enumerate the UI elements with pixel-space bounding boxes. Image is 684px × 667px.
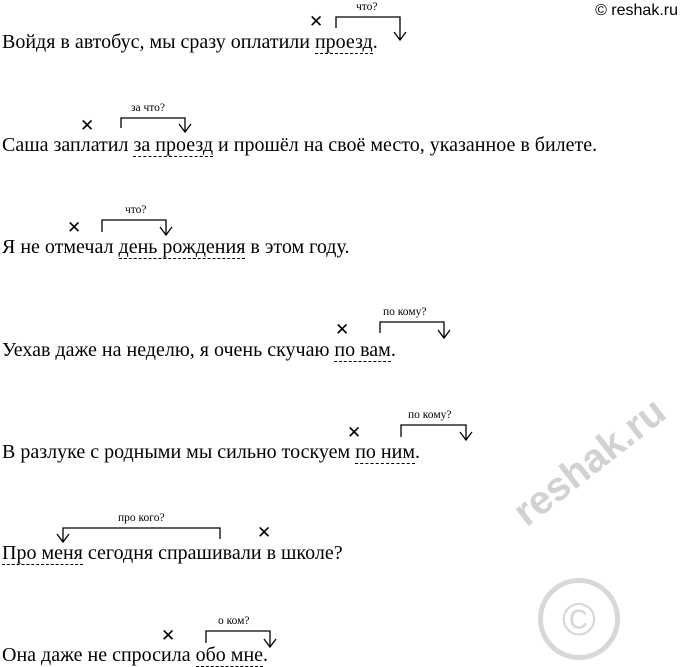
question-6: про кого? [118, 512, 165, 524]
object-6: Про меня [2, 542, 83, 564]
sentence-7: Она даже не спросила обо мне. [2, 644, 269, 666]
sentence-2: Саша заплатил за проезд и прошёл на своё место, указанное в билете. [2, 134, 598, 156]
arrow-4 [380, 322, 450, 338]
sentence-5: В разлуке с родными мы сильно тоскуем по ним. [2, 441, 420, 463]
watermark-text: reshak.ru [505, 389, 675, 535]
sentence-4: Уехав даже на неделю, я очень скучаю по вам. [2, 339, 396, 361]
predicate-mark-1: ✕ [309, 12, 324, 32]
arrow-6 [57, 528, 220, 542]
object-7: обо мне [195, 644, 264, 666]
sentence-3: Я не отмечал день рождения в этом году. [2, 236, 350, 258]
predicate-mark-7: ✕ [161, 626, 176, 646]
question-2: за что? [131, 102, 166, 114]
object-5: по ним [355, 441, 415, 463]
question-5: по кому? [408, 409, 452, 421]
question-4: по кому? [383, 306, 427, 318]
object-4: по вам [334, 339, 391, 361]
object-2: за проезд [133, 134, 214, 156]
predicate-mark-4: ✕ [335, 320, 350, 340]
predicate-mark-6: ✕ [257, 523, 272, 543]
arrow-2 [121, 118, 191, 132]
predicate-mark-3: ✕ [67, 218, 82, 238]
question-3: что? [125, 204, 147, 216]
predicate-mark-2: ✕ [80, 116, 95, 136]
sentence-1: Войдя в автобус, мы сразу оплатили проезд. [2, 31, 378, 53]
question-1: что? [356, 1, 378, 13]
arrow-3 [102, 220, 172, 235]
predicate-mark-5: ✕ [347, 423, 362, 443]
question-7: о ком? [218, 615, 250, 627]
object-3: день рождения [118, 236, 246, 258]
sentence-6: Про меня сегодня спрашивали в школе? [2, 542, 343, 564]
copyright-label: © reshak.ru [595, 2, 678, 19]
object-1: проезд [314, 31, 373, 53]
watermark-copyright-icon: © [538, 578, 620, 660]
arrow-5 [401, 425, 472, 440]
